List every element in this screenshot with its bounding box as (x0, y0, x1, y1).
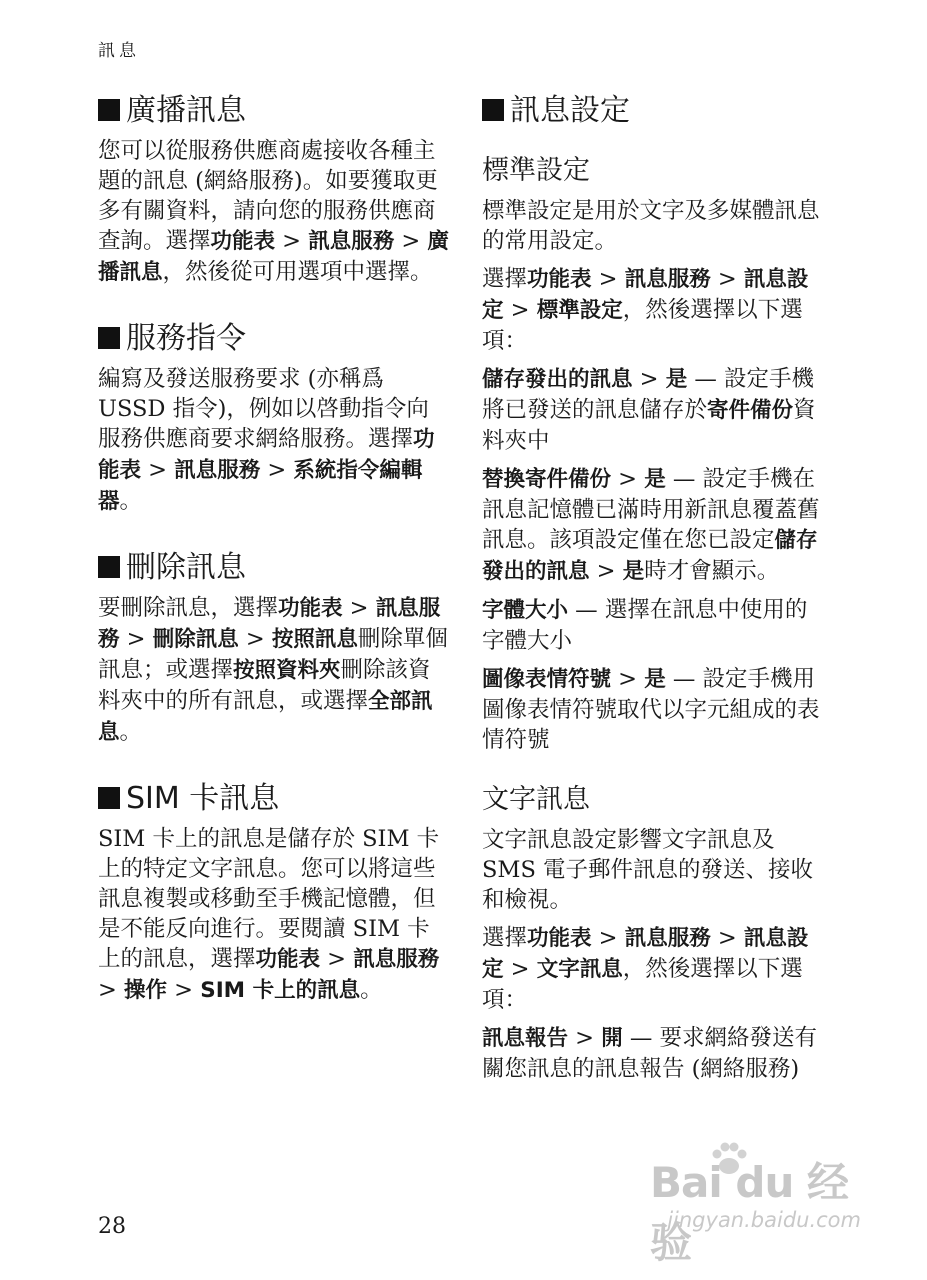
text-run: > (591, 266, 625, 292)
menu-term: 訊息服務 (98, 596, 441, 652)
left-column (98, 90, 450, 1036)
section (98, 318, 450, 517)
menu-term: 字體大小 (482, 598, 569, 623)
text-run: > (710, 925, 744, 951)
square-bullet-icon (98, 787, 120, 809)
section-title (482, 90, 827, 132)
square-bullet-icon (482, 99, 504, 121)
text-run: > (167, 977, 201, 1003)
section (98, 547, 450, 748)
section-title-text: 廣播訊息 (126, 93, 246, 128)
menu-term: 全部訊息 (98, 689, 433, 745)
menu-term: 訊息設定 (482, 926, 809, 982)
text-run: > (632, 366, 666, 392)
text-run: — 要求網絡發送有關您訊息的訊息報告 (網絡服務) (482, 1025, 818, 1082)
menu-term: 圖像表情符號 (482, 667, 612, 692)
paragraph (482, 196, 827, 256)
text-run: — 設定手機在訊息記憶體已滿時用新訊息覆蓋舊訊息。該項設定僅在您已設定 (482, 466, 820, 553)
menu-term: 文字訊息 (536, 957, 623, 982)
running-header: 訊息 (98, 41, 140, 61)
section-title-text: SIM 卡訊息 (126, 781, 280, 816)
text-run: > (568, 1025, 602, 1051)
menu-term: 訊息服務 (174, 458, 261, 483)
text-run: 選擇 (482, 266, 528, 292)
menu-term: 功能表 (98, 427, 435, 483)
text-run: > (141, 457, 175, 483)
menu-term: 寄件備份 (707, 398, 794, 423)
menu-term: 功能表 (255, 947, 321, 972)
text-run: 要刪除訊息，選擇 (98, 595, 279, 621)
text-run: 。 (119, 488, 143, 514)
text-run: > (342, 595, 376, 621)
paragraph (482, 364, 827, 456)
menu-term: 廣播訊息 (98, 229, 449, 285)
text-run: > (503, 956, 537, 982)
subsection-title: 文字訊息 (482, 784, 590, 815)
text-run: 標準設定是用於文字及多媒體訊息的常用設定。 (482, 198, 820, 254)
menu-term: 替換寄件備份 (482, 467, 612, 492)
text-run: > (710, 266, 744, 292)
text-run: ，然後從可用選項中選擇。 (162, 259, 433, 285)
paragraph (98, 593, 450, 748)
text-run: 刪除單個訊息；或選擇 (98, 626, 448, 683)
menu-term: 開 (601, 1026, 623, 1051)
text-run: > (98, 977, 125, 1003)
paragraph (482, 664, 827, 755)
section-title-text: 刪除訊息 (126, 550, 246, 585)
text-run: > (119, 626, 153, 652)
paragraph (482, 923, 827, 1015)
menu-term: 訊息服務 (624, 926, 711, 951)
section-title (98, 778, 450, 820)
menu-term: 儲存發出的訊息 (482, 367, 633, 392)
watermark-url: jingyan.baidu.com (667, 1208, 861, 1232)
menu-term: SIM 卡上的訊息 (200, 978, 361, 1003)
text-run: — 設定手機將已發送的訊息儲存於 (482, 366, 815, 423)
menu-term: 訊息報告 (482, 1026, 569, 1051)
watermark-logo: Bai du 经验 (650, 1158, 848, 1267)
section (98, 778, 450, 1006)
menu-term: 訊息服務 (353, 947, 440, 972)
text-run: > (275, 228, 309, 254)
paragraph (98, 824, 450, 1006)
menu-term: 系統指令編輯器 (98, 458, 423, 514)
paragraph (482, 595, 827, 656)
page-number: 28 (98, 1214, 126, 1239)
baidu-watermark (650, 1150, 865, 1267)
menu-term: 訊息服務 (624, 267, 711, 292)
square-bullet-icon (98, 327, 120, 349)
menu-term: 是 (665, 367, 688, 392)
text-run: 選擇 (482, 925, 528, 951)
text-run: SIM 卡上的訊息是儲存於 SIM 卡上的特定文字訊息。您可以將這些訊息複製或移動至手機記憶體，但是不能反向進行。要閱讀 SIM 卡上的訊息，選擇 (98, 826, 440, 972)
text-run: > (238, 626, 272, 652)
section-title-text: 服務指令 (126, 321, 246, 356)
text-run: > (591, 925, 625, 951)
menu-term: 功能表 (527, 267, 592, 292)
text-run: 。 (119, 719, 143, 745)
text-run: 刪除該資料夾中的所有訊息，或選擇 (98, 657, 431, 714)
menu-term: 是 (644, 667, 666, 692)
square-bullet-icon (98, 99, 120, 121)
menu-term: 按照資料夾 (233, 658, 341, 683)
menu-term: 訊息服務 (308, 229, 395, 254)
paragraph (482, 464, 827, 587)
section-title-text: 訊息設定 (510, 93, 630, 128)
text-run: 資料夾中 (482, 397, 816, 454)
text-run: > (589, 558, 623, 584)
paragraph (98, 136, 450, 288)
text-run: ，然後選擇以下選項： (482, 297, 803, 354)
text-run: 文字訊息設定影響文字訊息及 SMS 電子郵件訊息的發送、接收和檢視。 (482, 827, 814, 913)
text-run: > (260, 457, 294, 483)
paragraph (482, 264, 827, 356)
menu-term: 功能表 (527, 926, 592, 951)
text-run: 您可以從服務供應商處接收各種主題的訊息 (網絡服務)。如要獲取更多有關資料，請向您的服務供應商查詢。選擇 (98, 138, 438, 254)
section-title (98, 90, 450, 132)
menu-term: 操作 (124, 978, 168, 1003)
menu-term: 是 (644, 467, 666, 492)
paragraph (98, 364, 450, 517)
text-run: > (394, 228, 428, 254)
section (98, 90, 450, 288)
paragraph (482, 825, 827, 915)
text-run: > (611, 666, 645, 692)
text-run: 時才會顯示。 (644, 558, 780, 584)
menu-term: 訊息設定 (482, 267, 809, 323)
text-run: — 選擇在訊息中使用的字體大小 (482, 597, 808, 654)
menu-term: 是 (622, 559, 645, 584)
right-column (482, 90, 827, 1092)
text-run: — 設定手機用圖像表情符號取代以字元組成的表情符號 (482, 666, 820, 753)
square-bullet-icon (98, 556, 120, 578)
section-title (98, 318, 450, 360)
menu-term: 按照訊息 (271, 627, 358, 652)
text-run: 編寫及發送服務要求 (亦稱爲 USSD 指令)，例如以啓動指令向服務供應商要求網絡服務。選擇 (98, 366, 429, 452)
text-run: ，然後選擇以下選項： (482, 956, 803, 1013)
menu-term: 標準設定 (536, 298, 623, 323)
section-title (98, 547, 450, 589)
menu-term: 功能表 (278, 596, 343, 621)
paragraph (482, 1023, 827, 1084)
menu-term: 刪除訊息 (152, 627, 239, 652)
text-run: > (320, 946, 354, 972)
text-run: 。 (360, 977, 383, 1003)
subsection-title: 標準設定 (482, 155, 590, 186)
menu-term: 功能表 (210, 229, 276, 254)
text-run: > (611, 466, 645, 492)
menu-term: 儲存發出的訊息 (482, 528, 818, 584)
text-run: > (503, 297, 537, 323)
